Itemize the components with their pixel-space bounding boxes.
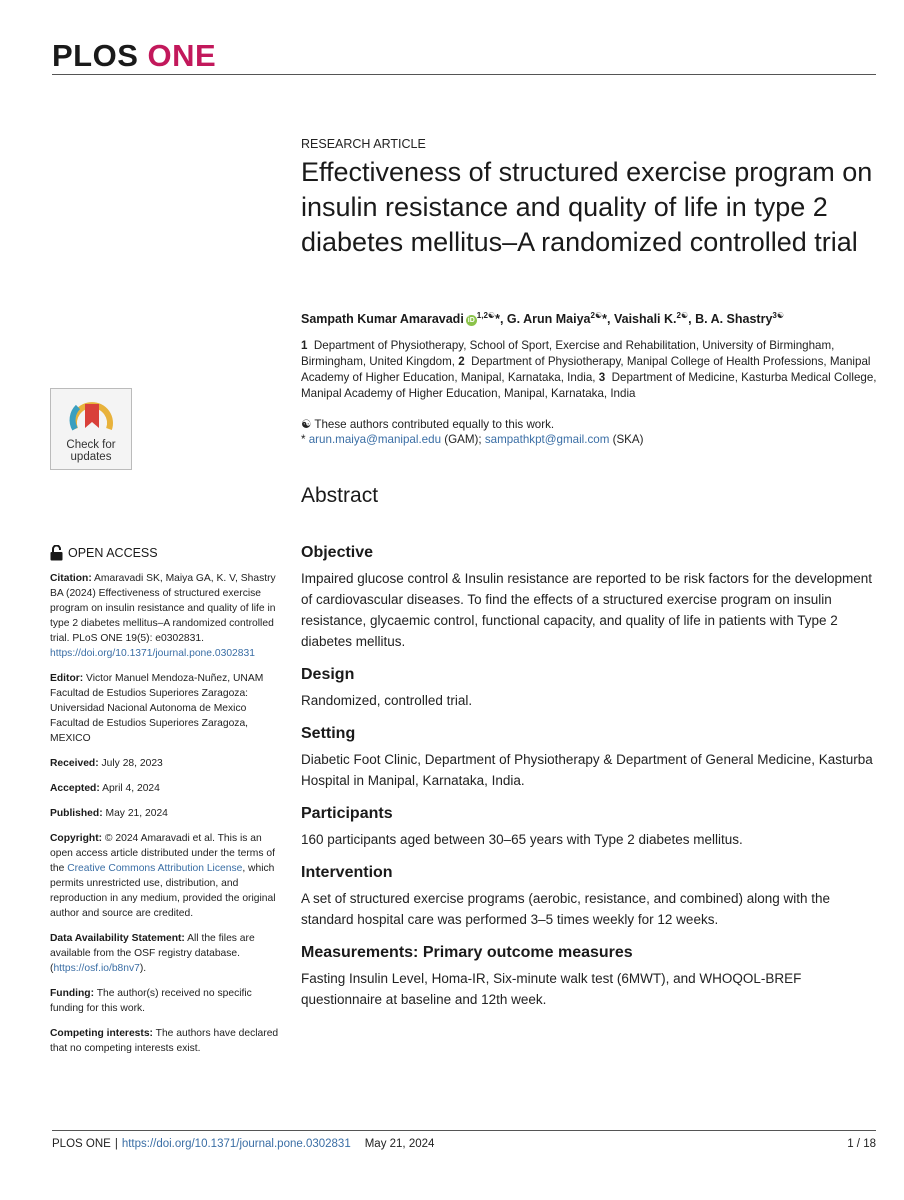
page-footer	[52, 1138, 434, 1150]
abstract-section-setting	[301, 725, 879, 791]
section-heading: Objective	[301, 544, 374, 561]
published-date	[50, 806, 286, 821]
citation	[50, 571, 286, 661]
page-number: 1 / 18	[847, 1138, 876, 1150]
received-label: Received:	[50, 758, 99, 769]
editor-label: Editor:	[50, 673, 84, 684]
competing-interests	[50, 1026, 286, 1056]
crossmark-line1: Check for	[66, 439, 116, 451]
affil-num: 2	[458, 355, 465, 368]
author-affil-sup: 1,2☯	[476, 311, 496, 320]
copyright-text: © 2024 Amaravadi et al. This is an open access article distributed under the terms of the	[50, 833, 275, 874]
section-text: A set of structured exercise programs (aerobic, resistance, and combined) along with the standard hospital care was performed 3–5 times weekly for 12 weeks.	[301, 891, 831, 927]
open-access-label: OPEN ACCESS	[68, 546, 158, 560]
header-divider	[52, 74, 876, 75]
author-separator: ,	[688, 312, 696, 327]
affil-text: Department of Physiotherapy, School of Sport, Exercise and Rehabilitation, University of Birmingham, Birmingham, United Kingdom,	[301, 339, 835, 368]
corresponding-mark: *	[301, 433, 309, 446]
author-affil-sup: 3☯	[772, 311, 785, 320]
author-1[interactable]	[301, 312, 507, 326]
author-separator: ,	[499, 312, 507, 327]
section-text: Fasting Insulin Level, Homa-IR, Six-minute walk test (6MWT), and WHOQOL-BREF questionnaire at baseline and 12th week.	[301, 971, 802, 1007]
author-4[interactable]	[695, 312, 784, 326]
author-affil-sup: 2☯	[676, 311, 689, 320]
copyright-text-end: , which permits unrestricted use, distribution, and reproduction in any medium, provided the original author and source are credited.	[50, 863, 276, 919]
section-heading: Intervention	[301, 864, 393, 881]
editor	[50, 671, 286, 746]
affil-num: 3	[598, 371, 606, 384]
affil-num: 1	[301, 339, 308, 352]
published-label: Published:	[50, 808, 103, 819]
data-availability	[50, 931, 286, 976]
orcid-icon[interactable]: iD	[467, 317, 475, 325]
crossmark-label	[51, 439, 131, 463]
section-text: Impaired glucose control & Insulin resistance are reported to be risk factors for the development of cardiovascular diseases. To find the effects of a structured exercise program on insulin resistance, glycaemic control, functional capacity, and quality of life in patients with Type 2 diabetes mellitus.	[301, 571, 873, 649]
logo-plos: PLOS	[52, 38, 139, 73]
contact-tag: (SKA)	[609, 433, 644, 446]
competing-label: Competing interests:	[50, 1028, 153, 1039]
accepted-date	[50, 781, 286, 796]
open-access-badge	[50, 545, 158, 561]
accepted-text: April 4, 2024	[99, 783, 160, 794]
author-2[interactable]	[507, 312, 614, 326]
received-text: July 28, 2023	[98, 758, 163, 769]
article-type: RESEARCH ARTICLE	[301, 137, 426, 151]
section-text: Randomized, controlled trial.	[301, 693, 473, 708]
journal-logo	[52, 38, 216, 74]
osf-link[interactable]: https://osf.io/b8nv7	[53, 963, 140, 974]
crossmark-icon	[68, 395, 116, 439]
corresponding-mark: *	[602, 312, 608, 327]
citation-label: Citation:	[50, 573, 92, 584]
section-text: 160 participants aged between 30–65 years with Type 2 diabetes mellitus.	[301, 832, 743, 847]
abstract-section-measurements	[301, 944, 879, 1010]
section-heading: Participants	[301, 805, 393, 822]
section-heading: Design	[301, 666, 355, 683]
author-name: Sampath Kumar Amaravadi	[301, 312, 464, 327]
funding-text: The author(s) received no specific funding for this work.	[50, 988, 252, 1014]
copyright	[50, 831, 286, 921]
equal-contribution-note: ☯ These authors contributed equally to this work.	[301, 418, 555, 431]
author-list	[301, 311, 881, 326]
section-text: Diabetic Foot Clinic, Department of Physiotherapy & Department of General Medicine, Kasturba Hospital in Manipal, Karnataka, India.	[301, 752, 873, 788]
author-name: B. A. Shastry	[695, 312, 773, 327]
funding	[50, 986, 286, 1016]
data-availability-end: ).	[139, 963, 147, 974]
crossmark-line2: updates	[70, 451, 112, 463]
citation-text: Amaravadi SK, Maiya GA, K. V, Shastry BA (2024) Effectiveness of structured exercise program on insulin resistance and quality of life in type 2 diabetes mellitus–A randomized controlled trial. PLoS ONE 19(5): e0302831.	[50, 573, 276, 644]
check-for-updates-badge[interactable]	[50, 388, 132, 470]
article-title: Effectiveness of structured exercise program on insulin resistance and quality of life in type 2 diabetes mellitus–A randomized controlled trial	[301, 157, 873, 257]
logo-one: ONE	[147, 38, 217, 73]
footer-separator: |	[114, 1138, 118, 1150]
affil-text: Department of Physiotherapy, Manipal College of Health Professions, Manipal Academy of Higher Education, Manipal, Karnataka, India,	[301, 355, 871, 384]
abstract-body	[301, 544, 879, 1024]
author-affil-sup: 2☯	[590, 311, 603, 320]
open-lock-icon	[50, 545, 63, 561]
competing-text: The authors have declared that no competing interests exist.	[50, 1028, 279, 1054]
accepted-label: Accepted:	[50, 783, 100, 794]
copyright-label: Copyright:	[50, 833, 103, 844]
data-availability-text: All the files are available from the OSF registry database. (	[50, 933, 255, 974]
abstract-heading: Abstract	[301, 484, 379, 507]
author-name: G. Arun Maiya	[506, 312, 591, 327]
published-text: May 21, 2024	[102, 808, 168, 819]
footer-journal: PLOS ONE	[52, 1138, 111, 1150]
author-separator: ,	[607, 312, 614, 327]
citation-doi-link[interactable]: https://doi.org/10.1371/journal.pone.0302831	[50, 648, 255, 659]
author-name: Vaishali K.	[613, 312, 677, 327]
section-heading: Measurements: Primary outcome measures	[301, 944, 633, 961]
section-heading: Setting	[301, 725, 356, 742]
abstract-section-participants	[301, 805, 879, 850]
funding-label: Funding:	[50, 988, 95, 999]
author-3[interactable]	[614, 312, 695, 326]
email-link-gam[interactable]: arun.maiya@manipal.edu	[308, 433, 442, 446]
email-link-ska[interactable]: sampathkpt@gmail.com	[484, 433, 610, 446]
editor-text: Victor Manuel Mendoza-Nuñez, UNAM Facultad de Estudios Superiores Zaragoza: Universidad Nacional Autonoma de Mexico Facultad de Estudios Superiores Zaragoza, MEXICO	[50, 673, 264, 744]
contact-tag: (GAM);	[441, 433, 485, 446]
correspondence	[301, 433, 644, 446]
abstract-section-intervention	[301, 864, 879, 930]
footer-divider	[52, 1130, 876, 1131]
affiliations	[301, 338, 881, 402]
received-date	[50, 756, 286, 771]
affil-text: Department of Medicine, Kasturba Medical College, Manipal Academy of Higher Education, Manipal, Karnataka, India	[301, 371, 877, 400]
footer-date: May 21, 2024	[364, 1138, 435, 1150]
article-info-sidebar	[50, 571, 286, 1066]
corresponding-mark: *	[495, 312, 500, 327]
abstract-section-design	[301, 666, 879, 711]
abstract-section-objective	[301, 544, 879, 652]
footer-doi-link[interactable]: https://doi.org/10.1371/journal.pone.0302831	[121, 1138, 351, 1150]
license-link[interactable]: Creative Commons Attribution License	[67, 863, 243, 874]
data-availability-label: Data Availability Statement:	[50, 933, 185, 944]
